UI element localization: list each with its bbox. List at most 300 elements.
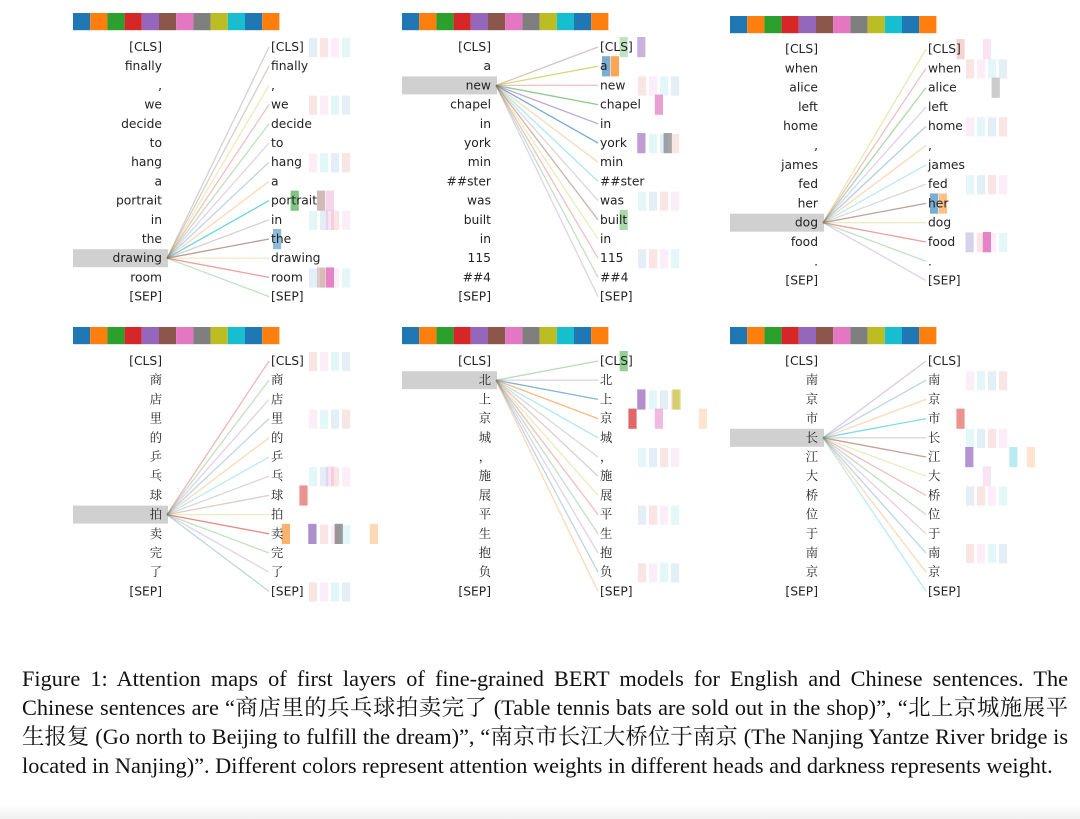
right-token: a	[271, 174, 279, 189]
attention-link	[823, 438, 926, 534]
attention-weight-cell	[655, 95, 663, 115]
head-color-swatch	[176, 327, 193, 344]
left-token: 球	[149, 488, 162, 503]
right-token: [SEP]	[928, 273, 961, 288]
left-token: ，	[478, 450, 491, 464]
left-token: drawing	[112, 251, 162, 266]
attention-weight-cell	[977, 429, 985, 448]
attention-panel	[730, 327, 1035, 598]
attention-weight-cell	[326, 191, 334, 211]
left-token: 了	[149, 565, 162, 580]
attention-weight-cell	[983, 232, 991, 252]
attention-link	[496, 85, 598, 258]
attention-weight-cell	[309, 467, 317, 486]
left-token: 市	[805, 411, 818, 426]
left-token: in	[479, 232, 491, 246]
attention-link	[823, 146, 926, 223]
attention-weight-cell	[660, 390, 668, 409]
left-token: 城	[478, 430, 491, 445]
attention-weight-cell	[342, 352, 350, 371]
left-token: ,	[814, 138, 818, 153]
right-token: [CLS]	[600, 40, 633, 54]
head-color-swatch	[816, 16, 833, 33]
head-color-swatch	[159, 13, 176, 30]
attention-weight-cell	[999, 233, 1007, 252]
left-token: 的	[149, 430, 162, 445]
left-token: 施	[478, 469, 491, 484]
left-token: 商	[149, 373, 162, 388]
right-token: [SEP]	[600, 289, 633, 304]
attention-panel	[73, 327, 378, 602]
attention-link	[167, 515, 269, 534]
head-color-swatch	[730, 327, 747, 344]
right-token: 长	[928, 430, 941, 445]
figure-caption: Figure 1: Attention maps of first layers of fine-grained BERT models for English and Chinese sentences. The Chinese sentences are “商店里的兵乓球拍卖完了 (Table tennis bats are sold out in the shop)”, “北上京城施展平生报复 (Go north to Beijing to fulfill the dream)”, “南京市长江大桥位于南京 (The Nanjing Yantze River bridge is located in Nanjing)”. Different colors represent attention weights in different heads and darkness represents weight.	[22, 666, 1068, 778]
attention-link	[823, 438, 926, 553]
right-token: food	[928, 235, 956, 249]
left-token: finally	[124, 59, 162, 74]
attention-weight-cell	[649, 134, 657, 153]
right-token: min	[600, 155, 624, 170]
head-color-swatch	[591, 13, 608, 30]
attention-weight-cell	[317, 267, 325, 287]
head-color-swatch	[211, 327, 228, 344]
attention-weight-cell	[326, 210, 334, 230]
attention-weight-cell	[335, 524, 343, 544]
attention-link	[496, 380, 598, 457]
right-token: 南	[928, 546, 941, 560]
attention-link	[496, 85, 598, 239]
attention-weight-cell	[988, 117, 996, 136]
attention-link	[167, 361, 269, 515]
right-token: 了	[271, 565, 284, 580]
attention-weight-cell	[956, 409, 964, 429]
attention-link	[496, 380, 598, 591]
attention-weight-cell	[992, 78, 1000, 98]
attention-link	[167, 515, 269, 573]
page-bottom-edge	[0, 805, 1080, 819]
attention-link	[823, 438, 926, 496]
left-token: 长	[805, 430, 818, 445]
attention-weight-cell	[966, 117, 974, 136]
attention-weight-cell	[660, 76, 668, 95]
head-color-swatch	[902, 16, 919, 33]
attention-weight-cell	[966, 544, 974, 563]
head-color-swatch	[574, 327, 591, 344]
right-token: 乒	[271, 450, 284, 464]
attention-weight-cell	[370, 524, 378, 544]
head-color-swatch	[833, 327, 850, 344]
right-token: to	[271, 136, 284, 150]
attention-weight-cell	[320, 582, 328, 601]
attention-link	[496, 85, 598, 219]
right-token: 拍	[271, 507, 284, 522]
head-color-swatch	[505, 13, 522, 30]
attention-weight-cell	[638, 192, 646, 211]
attention-weight-cell	[999, 175, 1007, 194]
left-token: [CLS]	[129, 354, 162, 368]
right-token: ##4	[600, 270, 629, 285]
head-color-swatch	[73, 13, 90, 30]
right-token: [SEP]	[271, 289, 304, 304]
attention-link	[823, 68, 926, 222]
attention-weight-cell	[983, 466, 991, 486]
left-token: [SEP]	[785, 273, 818, 288]
left-token: [SEP]	[129, 289, 162, 304]
attention-panel	[402, 13, 679, 304]
left-token: [CLS]	[785, 42, 818, 56]
right-token: [SEP]	[271, 584, 304, 599]
attention-weight-cell	[320, 153, 328, 172]
attention-weight-cell	[977, 175, 985, 194]
right-token: chapel	[600, 97, 641, 112]
attention-weight-cell	[671, 76, 679, 95]
attention-link	[496, 380, 598, 495]
left-token: james	[781, 157, 818, 172]
head-color-swatch	[919, 327, 936, 344]
attention-link	[167, 105, 269, 259]
left-token: fed	[798, 177, 818, 192]
right-token: 完	[271, 546, 284, 560]
left-token: alice	[789, 80, 818, 95]
head-color-swatch	[782, 16, 799, 33]
right-token: 的	[271, 430, 284, 445]
attention-weight-cell	[309, 153, 317, 172]
attention-weight-cell	[331, 38, 339, 57]
left-token: was	[467, 193, 491, 208]
attention-weight-cell	[342, 268, 350, 287]
attention-link	[496, 85, 598, 200]
left-token: 上	[478, 392, 491, 407]
attention-weight-cell	[988, 175, 996, 194]
left-token: we	[144, 97, 162, 112]
head-color-swatch	[747, 327, 764, 344]
left-token: ,	[158, 78, 162, 93]
left-token: 大	[805, 469, 818, 484]
right-token: in	[271, 212, 283, 227]
attention-weight-cell	[999, 486, 1007, 505]
attention-weight-cell	[1009, 447, 1017, 467]
head-color-swatch	[488, 327, 505, 344]
head-color-swatch	[833, 16, 850, 33]
right-token: .	[928, 254, 932, 269]
head-color-swatch	[764, 327, 781, 344]
right-token: fed	[928, 177, 948, 192]
head-color-swatch	[850, 16, 867, 33]
left-token: [SEP]	[785, 584, 818, 599]
attention-link	[496, 380, 598, 514]
attention-link	[167, 515, 269, 553]
left-token: the	[141, 232, 162, 246]
attention-weight-cell	[309, 410, 317, 429]
attention-link	[496, 85, 598, 181]
attention-weight-cell	[966, 59, 974, 78]
head-color-swatch	[850, 327, 867, 344]
attention-weight-cell	[977, 371, 985, 390]
attention-weight-cell	[988, 371, 996, 390]
attention-link	[167, 124, 269, 258]
attention-link	[823, 223, 926, 262]
head-color-swatch	[868, 327, 885, 344]
left-token: a	[154, 174, 162, 189]
head-color-swatch	[488, 13, 505, 30]
attention-weight-cell	[320, 96, 328, 115]
attention-link	[823, 438, 926, 515]
attention-link	[167, 419, 269, 515]
right-token: drawing	[271, 251, 321, 266]
attention-weight-cell	[649, 506, 657, 525]
right-token: new	[600, 78, 626, 93]
left-token: 南	[805, 546, 818, 560]
left-token: 展	[478, 488, 491, 503]
attention-weight-cell	[342, 525, 350, 544]
head-color-swatch	[73, 327, 90, 344]
attention-weight-cell	[988, 429, 996, 448]
attention-link	[823, 361, 926, 438]
attention-weight-cell	[320, 38, 328, 57]
right-token: was	[600, 193, 624, 208]
head-color-swatch	[402, 327, 419, 344]
attention-weight-cell	[671, 134, 679, 153]
attention-weight-cell	[342, 582, 350, 601]
head-color-swatch	[125, 327, 142, 344]
attention-link	[167, 181, 269, 258]
right-token: when	[928, 61, 962, 76]
attention-weight-cell	[966, 371, 974, 390]
left-token: left	[798, 99, 818, 114]
attention-link	[823, 165, 926, 223]
attention-weight-cell	[320, 352, 328, 371]
attention-weight-cell	[637, 37, 645, 57]
head-color-swatch	[228, 327, 245, 344]
right-token: a	[600, 59, 608, 74]
right-token: 京	[928, 565, 941, 580]
right-token: portrait	[271, 193, 318, 208]
head-color-swatch	[454, 327, 471, 344]
attention-weight-cell	[999, 429, 1007, 448]
head-color-swatch	[228, 13, 245, 30]
left-token: 完	[149, 546, 162, 560]
attention-weight-cell	[637, 133, 645, 153]
left-token: chapel	[450, 97, 491, 112]
head-color-swatch	[557, 327, 574, 344]
head-color-swatch	[436, 13, 453, 30]
attention-link	[823, 223, 926, 242]
right-token: york	[600, 136, 627, 150]
left-token: min	[467, 155, 491, 170]
attention-weight-cell	[309, 582, 317, 601]
left-token: 于	[805, 526, 818, 541]
attention-link	[496, 380, 598, 476]
head-color-swatch	[764, 16, 781, 33]
attention-weight-cell	[309, 38, 317, 57]
head-color-swatch	[747, 16, 764, 33]
right-token: 卖	[271, 526, 284, 541]
right-token: 商	[271, 373, 284, 388]
attention-weight-cell	[1027, 447, 1035, 467]
right-token: dog	[928, 215, 952, 230]
attention-link	[823, 438, 926, 572]
attention-weight-cell	[649, 249, 657, 268]
right-token: 115	[600, 251, 624, 266]
right-token: 桥	[928, 488, 941, 503]
right-token: 展	[600, 488, 613, 503]
left-token: [SEP]	[458, 289, 491, 304]
attention-link	[823, 107, 926, 223]
attention-link	[167, 162, 269, 258]
head-color-swatch	[90, 13, 107, 30]
left-token: in	[150, 212, 162, 227]
left-token: 北	[478, 373, 491, 388]
attention-link	[167, 515, 269, 592]
attention-weight-cell	[309, 211, 317, 230]
attention-weight-cell	[977, 486, 985, 505]
head-color-swatch	[471, 327, 488, 344]
attention-weight-cell	[660, 563, 668, 582]
attention-weight-cell	[671, 192, 679, 211]
attention-link	[167, 143, 269, 258]
head-color-swatch	[211, 13, 228, 30]
right-token: 店	[271, 392, 284, 407]
attention-link	[496, 66, 598, 85]
attention-weight-cell	[320, 410, 328, 429]
left-token: [CLS]	[458, 354, 491, 368]
attention-weight-cell	[977, 117, 985, 136]
left-token: in	[479, 116, 491, 131]
right-token: ，	[600, 450, 613, 464]
attention-weight-cell	[660, 192, 668, 211]
left-token: ##ster	[446, 174, 491, 189]
attention-weight-cell	[671, 506, 679, 525]
left-token: when	[784, 61, 818, 76]
left-token: .	[814, 254, 818, 269]
right-token: [CLS]	[271, 40, 304, 54]
attention-weight-cell	[671, 563, 679, 582]
attention-link	[823, 126, 926, 223]
left-token: 南	[805, 373, 818, 388]
attention-link	[496, 361, 598, 380]
attention-weight-cell	[342, 96, 350, 115]
attention-weight-cell	[664, 133, 672, 153]
attention-link	[823, 380, 926, 438]
attention-weight-cell	[638, 563, 646, 582]
head-color-swatch	[799, 327, 816, 344]
attention-weight-cell	[965, 232, 973, 252]
right-token: 位	[928, 507, 941, 522]
attention-link	[496, 85, 598, 162]
head-color-swatch	[885, 327, 902, 344]
head-color-swatch	[419, 327, 436, 344]
right-token: 大	[928, 469, 941, 484]
attention-weight-cell	[988, 486, 996, 505]
attention-weight-cell	[988, 59, 996, 78]
right-token: decide	[271, 116, 312, 131]
right-token: [CLS]	[271, 354, 304, 368]
attention-weight-cell	[342, 467, 350, 486]
attention-link	[823, 438, 926, 592]
attention-link	[823, 88, 926, 223]
attention-link	[167, 258, 269, 296]
attention-weight-cell	[317, 191, 325, 211]
right-token: built	[600, 212, 628, 227]
left-token: to	[149, 136, 162, 150]
head-color-swatch	[125, 13, 142, 30]
left-token: 卖	[149, 526, 162, 541]
attention-panel	[73, 13, 350, 304]
attention-weight-cell	[965, 447, 973, 467]
attention-weight-cell	[966, 175, 974, 194]
right-token: 京	[600, 411, 613, 426]
attention-weight-cell	[331, 352, 339, 371]
right-token: 生	[600, 526, 613, 541]
left-token: hang	[131, 155, 162, 170]
attention-weight-cell	[331, 410, 339, 429]
attention-weight-cell	[308, 524, 316, 544]
left-token: 店	[149, 392, 162, 407]
left-token: 江	[805, 450, 818, 464]
left-token: 京	[805, 392, 818, 407]
right-token: hang	[271, 155, 302, 170]
left-token: food	[790, 235, 818, 249]
right-token: alice	[928, 80, 957, 95]
attention-weight-cell	[699, 409, 707, 429]
left-token: [SEP]	[458, 584, 491, 599]
attention-link	[167, 47, 269, 258]
head-color-swatch	[193, 327, 210, 344]
attention-link	[167, 399, 269, 514]
right-token: 施	[600, 469, 613, 484]
attention-weight-cell	[649, 448, 657, 467]
attention-weight-cell	[672, 389, 680, 409]
left-token: 京	[805, 565, 818, 580]
attention-weight-cell	[309, 268, 317, 287]
head-color-swatch	[262, 327, 279, 344]
head-color-swatch	[245, 327, 262, 344]
attention-weight-cell	[999, 371, 1007, 390]
head-color-swatch	[193, 13, 210, 30]
attention-weight-cell	[649, 563, 657, 582]
right-token: [SEP]	[600, 584, 633, 599]
attention-weight-cell	[671, 448, 679, 467]
head-color-swatch	[902, 327, 919, 344]
head-color-swatch	[557, 13, 574, 30]
head-color-swatch	[540, 327, 557, 344]
attention-weight-cell	[638, 448, 646, 467]
attention-panel	[730, 16, 1007, 288]
attention-weight-cell	[966, 429, 974, 448]
head-color-swatch	[522, 13, 539, 30]
attention-weight-cell	[999, 117, 1007, 136]
head-color-swatch	[436, 327, 453, 344]
attention-weight-cell	[660, 506, 668, 525]
right-token: 于	[928, 526, 941, 541]
attention-weight-cell	[977, 544, 985, 563]
attention-panel	[402, 327, 707, 598]
head-color-swatch	[262, 13, 279, 30]
attention-link	[496, 380, 598, 553]
attention-link	[496, 85, 598, 296]
right-token: 市	[928, 411, 941, 426]
left-token: 平	[478, 507, 491, 522]
attention-weight-cell	[326, 466, 334, 486]
left-token: 京	[478, 411, 491, 426]
head-color-swatch	[107, 327, 124, 344]
right-token: the	[271, 232, 292, 246]
right-token: we	[271, 97, 289, 112]
left-token: decide	[121, 116, 162, 131]
right-token: 江	[928, 450, 941, 464]
head-color-swatch	[245, 13, 262, 30]
